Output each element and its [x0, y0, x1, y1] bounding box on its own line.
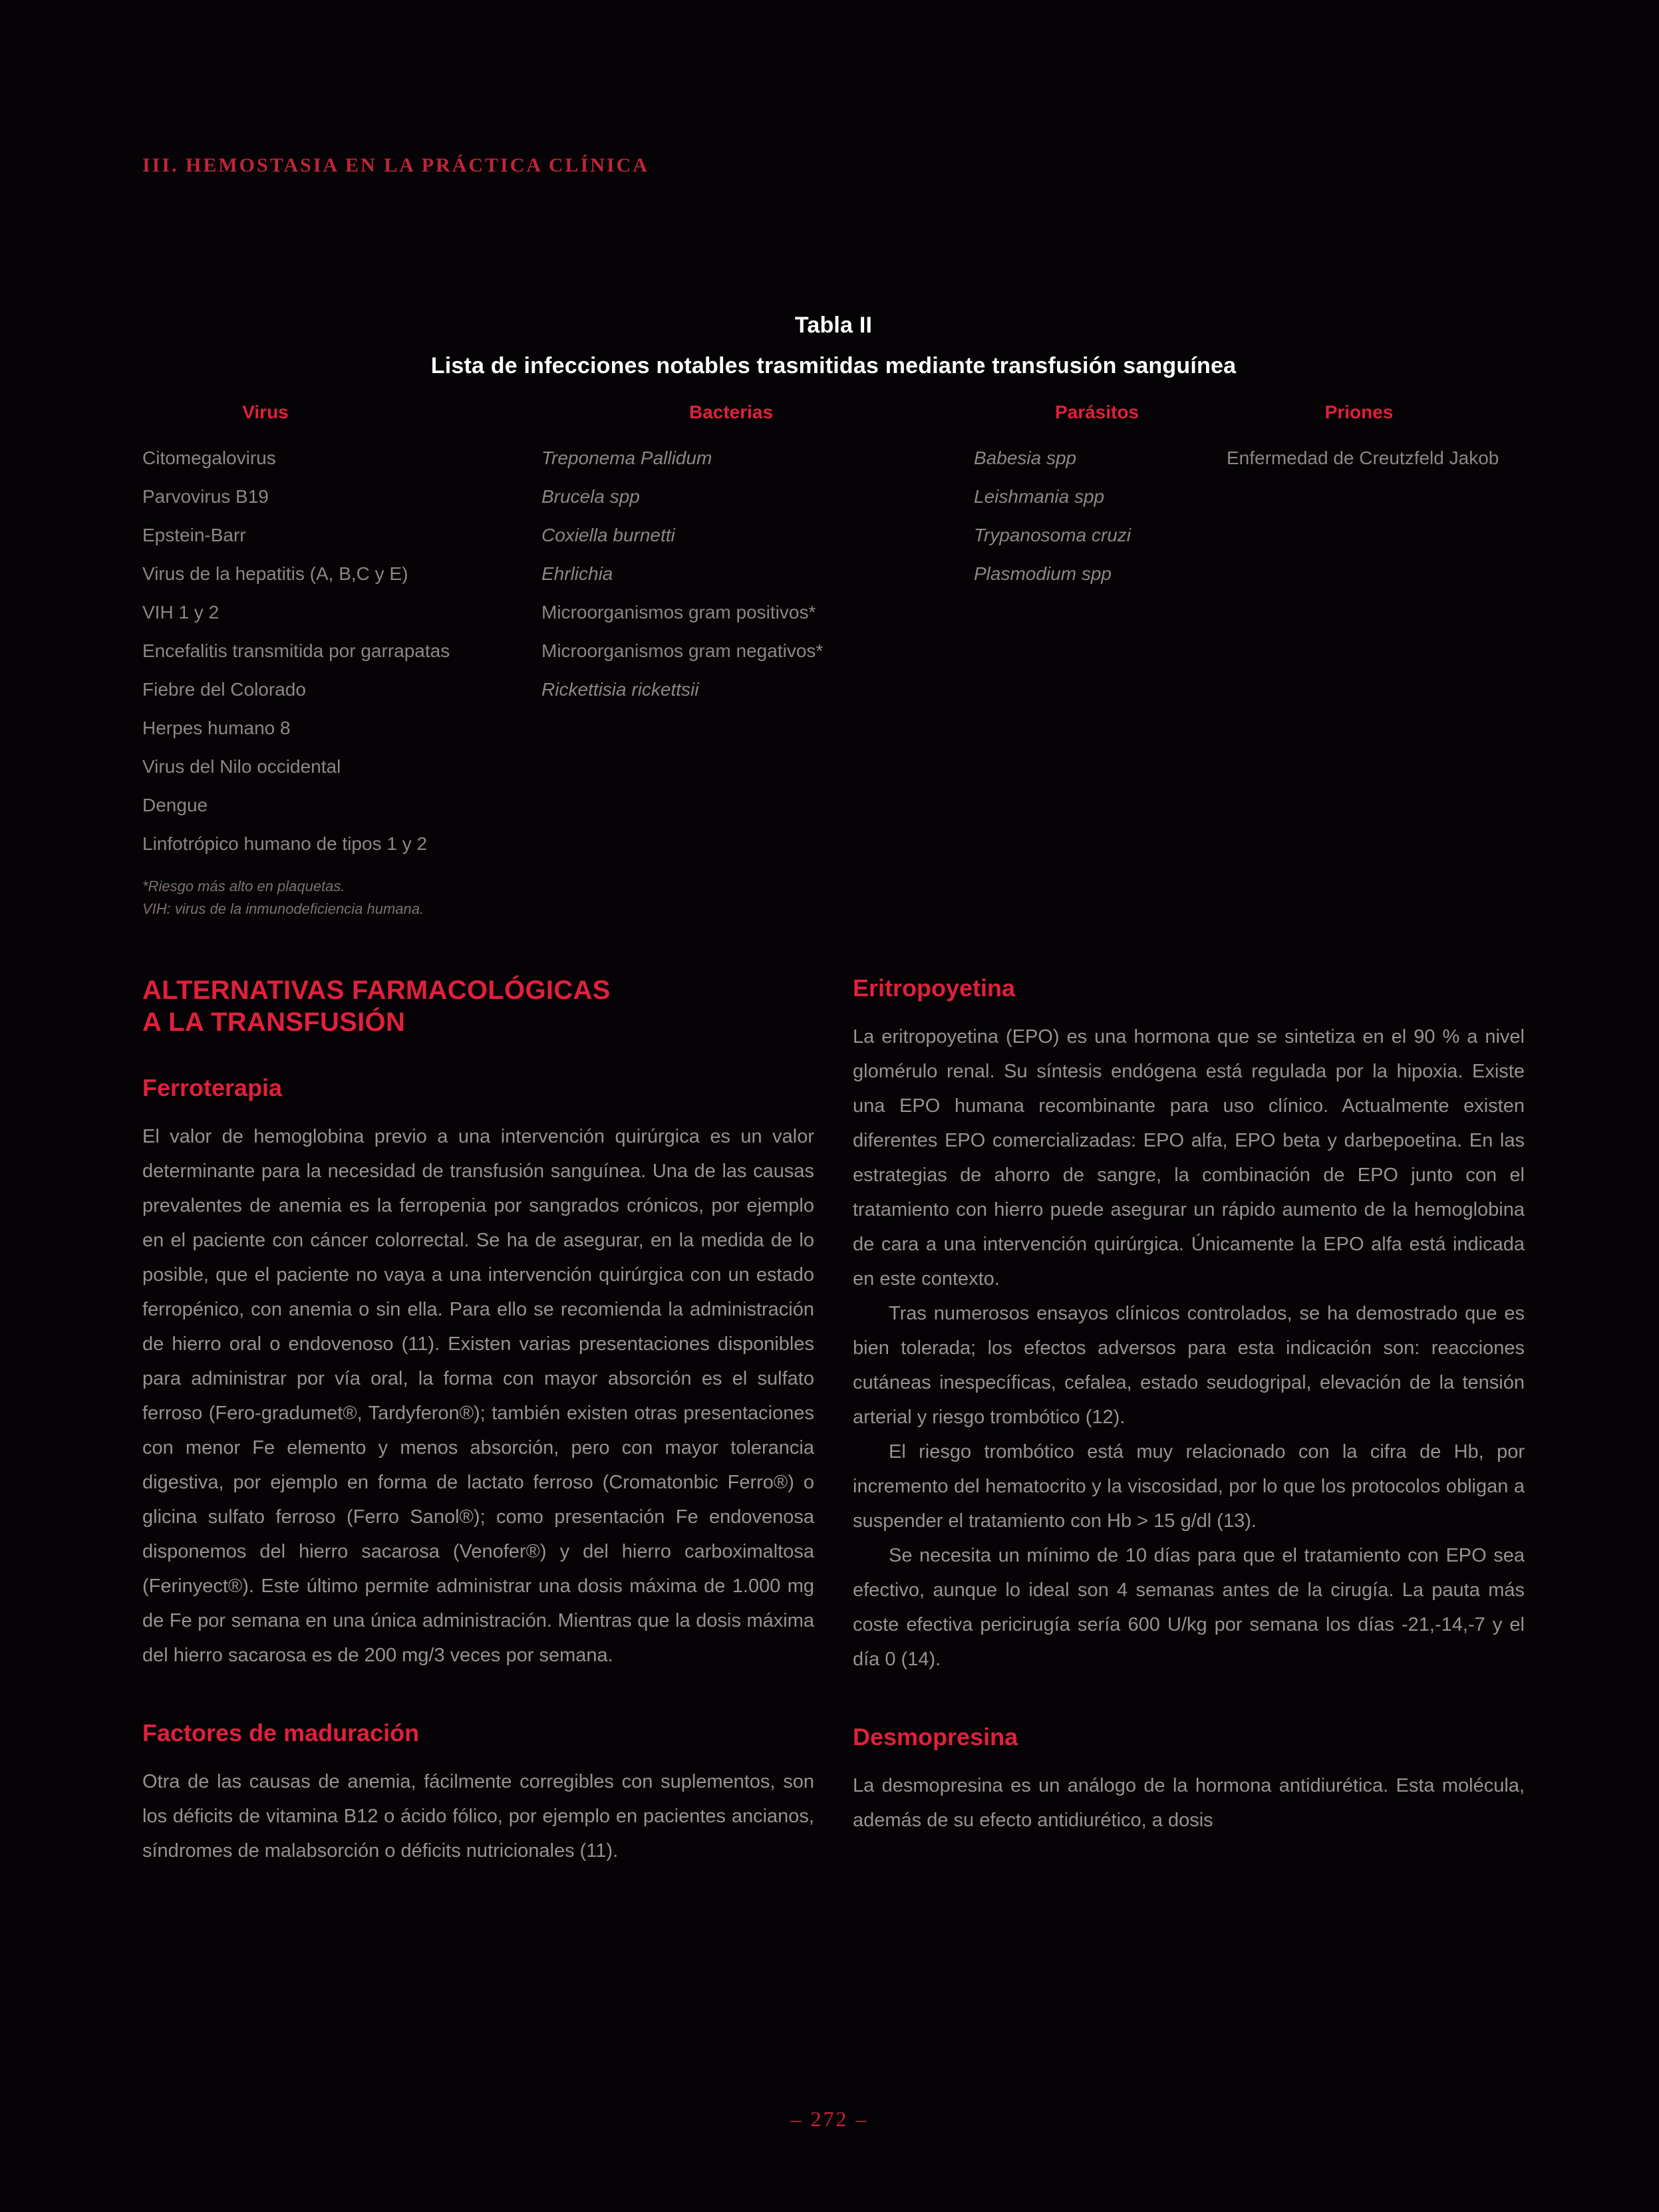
- body-columns: [142, 974, 1525, 1868]
- list-item: Trypanosoma cruzi: [974, 525, 1131, 545]
- section-title-line2: A LA TRANSFUSIÓN: [142, 1008, 406, 1037]
- heading-desmopresina: Desmopresina: [853, 1723, 1018, 1750]
- column-list-priones: [1227, 439, 1525, 478]
- footnote: *Riesgo más alto en plaquetas.: [142, 878, 345, 895]
- left-text-column: [142, 974, 814, 1868]
- list-item: Fiebre del Colorado: [142, 679, 306, 700]
- page-number: – 272 –: [790, 2107, 869, 2131]
- paragraph-desmopresina: La desmopresina es un análogo de la hormona antidiurética. Esta molécula, además de su efecto antidiurético, a dosis: [853, 1775, 1525, 1831]
- page-title: [142, 974, 814, 1038]
- list-item: Microorganismos gram positivos*: [541, 602, 816, 622]
- paragraph-epo-4: Se necesita un mínimo de 10 días para que el tratamiento con EPO sea efectivo, aunque lo ideal son 4 semanas antes de la cirugía. La pauta más coste efectiva pericirugía sería 600 U/kg por semana los días -21,-14,-7 y el día 0 (14).: [853, 1545, 1525, 1670]
- column-header-parasitos: Parásitos: [1054, 402, 1139, 422]
- right-text-column: [853, 974, 1525, 1868]
- list-item: Linfotrópico humano de tipos 1 y 2: [142, 833, 428, 854]
- list-item: Brucela spp: [541, 486, 640, 507]
- column-list-bacterias: [541, 439, 974, 709]
- section-title-line1: ALTERNATIVAS FARMACOLÓGICAS: [142, 976, 611, 1005]
- list-item: Parvovirus B19: [142, 486, 269, 507]
- list-item: Microorganismos gram negativos*: [541, 640, 824, 661]
- list-item: Plasmodium spp: [974, 563, 1112, 584]
- table-title: Tabla II: [794, 313, 873, 338]
- column-header-priones: Priones: [1324, 402, 1394, 422]
- heading-eritropoyetina: Eritropoyetina: [853, 974, 1016, 1002]
- paragraph-epo-3: El riesgo trombótico está muy relacionado con la cifra de Hb, por incremento del hematocrito y la viscosidad, por lo que los protocolos obligan a suspender el tratamiento con Hb > 15 g/dl (13).: [853, 1441, 1525, 1532]
- list-item: Dengue: [142, 795, 208, 815]
- paragraph-epo-2: Tras numerosos ensayos clínicos controlados, se ha demostrado que es bien tolerada; los efectos adversos para esta indicación son: reacciones cutáneas inespecíficas, cefalea, estado seudogripal, elevación de la tensión arterial y riesgo trombótico (12).: [853, 1303, 1525, 1428]
- heading-ferroterapia: Ferroterapia: [142, 1074, 283, 1101]
- list-item: Leishmania spp: [974, 486, 1105, 507]
- column-list-virus: [142, 439, 541, 863]
- list-item: Epstein-Barr: [142, 525, 246, 545]
- running-head: III. HEMOSTASIA EN LA PRÁCTICA CLÍNICA: [142, 154, 649, 176]
- table-subtitle: Lista de infecciones notables trasmitidas mediante transfusión sanguínea: [430, 353, 1237, 378]
- column-header-virus: Virus: [242, 402, 289, 422]
- paragraph-ferroterapia: El valor de hemoglobina previo a una intervención quirúrgica es un valor determinante para la necesidad de transfusión sanguínea. Una de las causas prevalentes de anemia es la ferropenia por sangrados crónicos, por ejemplo en el paciente con cáncer colorrectal. Se ha de asegurar, en la medida de lo posible, que el paciente no vaya a una intervención quirúrgica con un estado ferropénico, con anemia o sin ella. Para ello se recomienda la administración de hierro oral o endovenoso (11). Existen varias presentaciones disponibles para administrar por vía oral, la forma con mayor absorción es el sulfato ferroso (Fero-gradumet®, Tardyferon®); también existen otras presentaciones con menor Fe elemento y menos absorción, pero con mayor tolerancia digestiva, por ejemplo en forma de lactato ferroso (Cromatonbic Ferro®) o glicina sulfato ferroso (Ferro Sanol®); como presentación Fe endovenosa disponemos del hierro sacarosa (Venofer®) y del hierro carboximaltosa (Ferinyect®). Este último permite administrar una dosis máxima de 1.000 mg de Fe por semana en una única administración. Mientras que la dosis máxima del hierro sacarosa es de 200 mg/3 veces por semana.: [142, 1126, 814, 1666]
- list-item: Enfermedad de Creutzfeld Jakob: [1227, 448, 1499, 468]
- list-item: Treponema Pallidum: [541, 448, 712, 468]
- list-item: Herpes humano 8: [142, 718, 291, 738]
- table-column-bacterias: [541, 402, 974, 920]
- table-footnotes: [142, 875, 541, 920]
- column-list-parasitos: [974, 439, 1227, 593]
- paragraph-factores-maduracion: Otra de las causas de anemia, fácilmente corregibles con suplementos, son los déficits de vitamina B12 o ácido fólico, por ejemplo en pacientes ancianos, síndromes de malabsorción o déficits nutricionales (11).: [142, 1771, 814, 1862]
- list-item: Citomegalovirus: [142, 448, 276, 468]
- list-item: Ehrlichia: [541, 563, 613, 584]
- table-column-priones: [1227, 402, 1525, 920]
- list-item: Virus de la hepatitis (A, B,C y E): [142, 563, 408, 584]
- footnote: VIH: virus de la inmunodeficiencia humana.: [142, 900, 424, 917]
- list-item: Rickettisia rickettsii: [541, 679, 699, 700]
- table-column-parasitos: [974, 402, 1227, 920]
- list-item: Coxiella burnetti: [541, 525, 675, 545]
- list-item: Babesia spp: [974, 448, 1077, 468]
- column-header-bacterias: Bacterias: [688, 402, 774, 422]
- list-item: VIH 1 y 2: [142, 602, 220, 622]
- paragraph-epo-1: La eritropoyetina (EPO) es una hormona que se sintetiza en el 90 % a nivel glomérulo renal. Su síntesis endógena está regulada por la hipoxia. Existe una EPO humana recombinante para uso clínico. Actualmente existen diferentes EPO comercializadas: EPO alfa, EPO beta y darbepoetina. En las estrategias de ahorro de sangre, la combinación de EPO junto con el tratamiento con hierro puede asegurar un rápido aumento de la hemoglobina de cara a una intervención quirúrgica. Únicamente la EPO alfa está indicada en este contexto.: [853, 1026, 1525, 1290]
- table-ii: [142, 313, 1525, 920]
- table-column-virus: [142, 402, 541, 920]
- heading-factores-maduracion: Factores de maduración: [142, 1719, 420, 1746]
- table-columns: [142, 402, 1525, 920]
- list-item: Encefalitis transmitida por garrapatas: [142, 640, 450, 661]
- list-item: Virus del Nilo occidental: [142, 756, 341, 777]
